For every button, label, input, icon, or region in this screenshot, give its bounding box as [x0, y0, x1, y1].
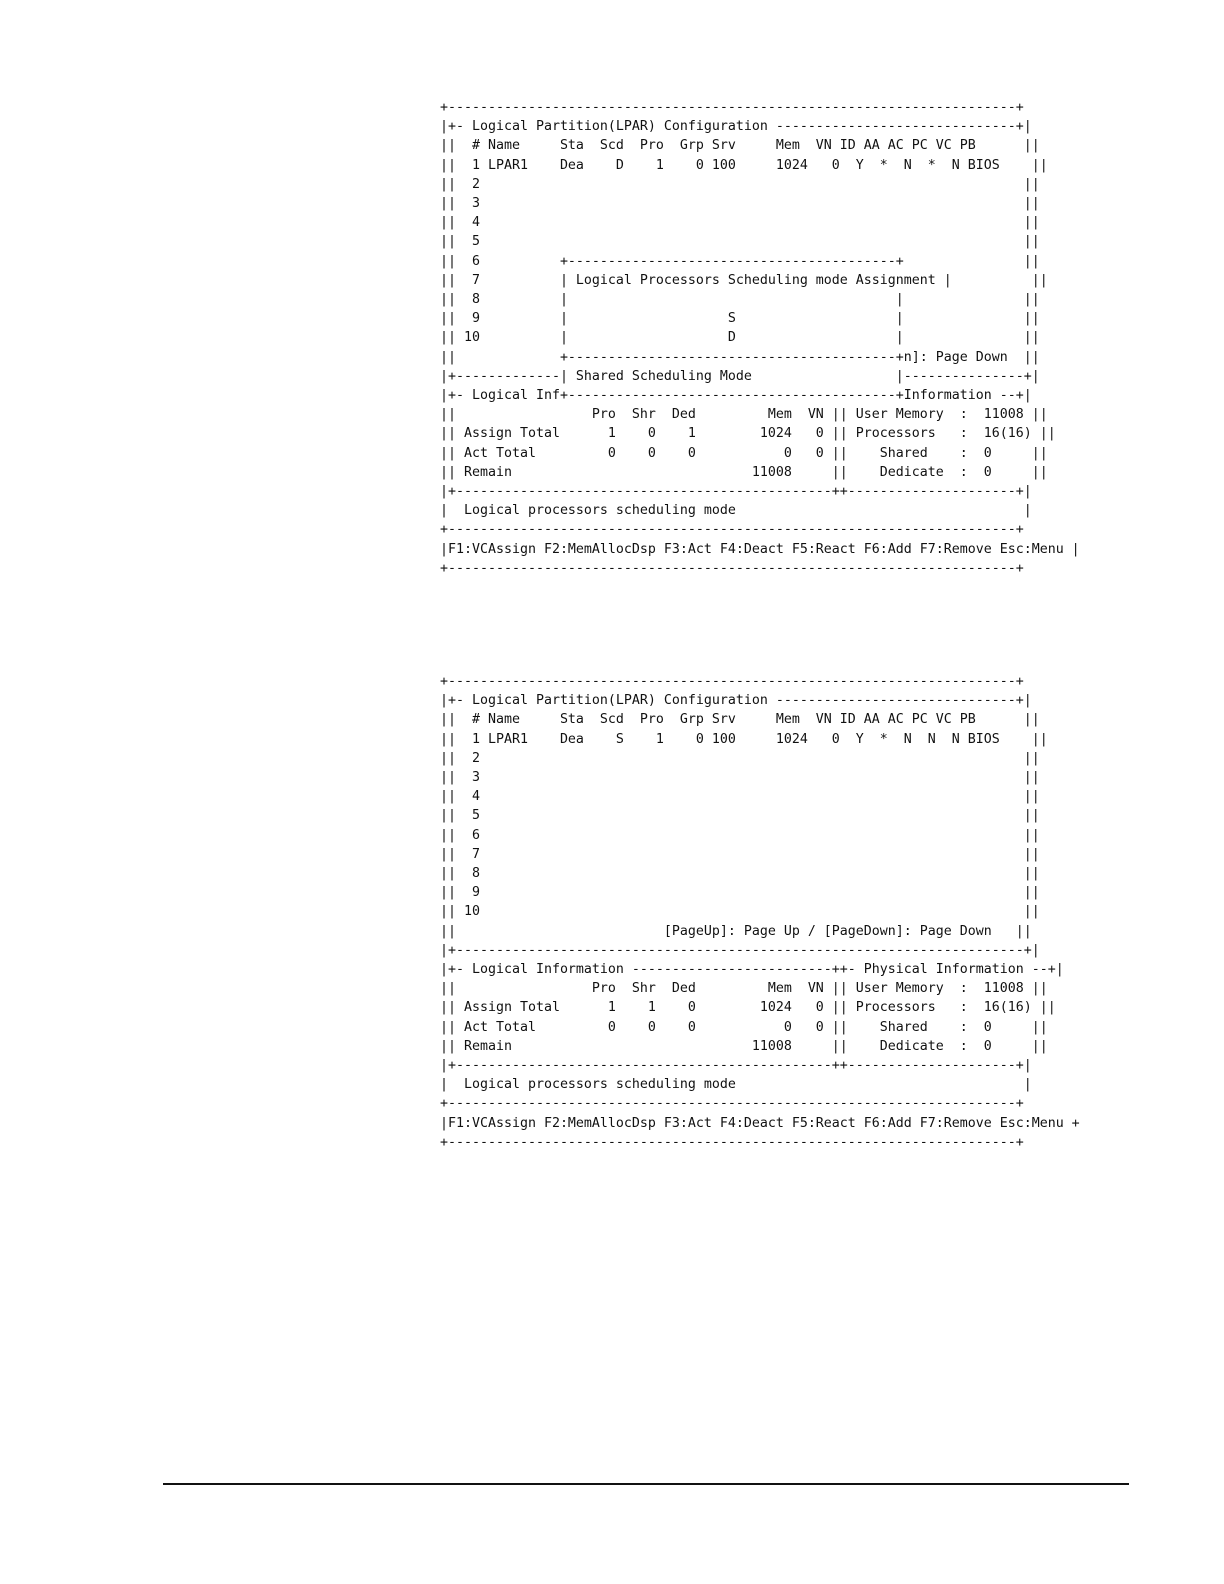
screen-line: |+- Logical Partition(LPAR) Configuration ------------------------------+| [440, 119, 1032, 135]
lpar-row-8[interactable]: || 8 | | || [440, 292, 1040, 308]
popup-help-text: |+-------------| Shared Scheduling Mode |---------------+| [440, 368, 1040, 384]
lpar-row-3[interactable]: || 3 || [440, 770, 1040, 786]
act-total-row: || Act Total 0 0 0 0 0 || Shared : 0 || [440, 445, 1048, 461]
page-hint: || +-----------------------------------------+n]: Page Down || [440, 349, 1040, 365]
lpar-row-1[interactable]: || 1 LPAR1 Dea D 1 0 100 1024 0 Y * N * N BIOS || [440, 157, 1048, 173]
lpar-row-4[interactable]: || 4 || [440, 215, 1040, 231]
remain-row: || Remain 11008 || Dedicate : 0 || [440, 464, 1048, 480]
screen-line: |+-----------------------------------------------++---------------------+| [440, 484, 1032, 500]
assign-total-row: || Assign Total 1 0 1 1024 0 || Processors : 16(16) || [440, 426, 1056, 442]
lpar-row-4[interactable]: || 4 || [440, 789, 1040, 805]
lpar-row-5[interactable]: || 5 || [440, 808, 1040, 824]
lpar-row-6[interactable]: || 6 || [440, 827, 1040, 843]
remain-row: || Remain 11008 || Dedicate : 0 || [440, 1038, 1048, 1054]
page-footer-rule [163, 1483, 1129, 1485]
screen-line: +-----------------------------------------------------------------------+ [440, 674, 1024, 689]
lpar-row-3[interactable]: || 3 || [440, 196, 1040, 212]
function-key-bar[interactable]: |F1:VCAssign F2:MemAllocDsp F3:Act F4:Deact F5:React F6:Add F7:Remove Esc:Menu + [440, 1115, 1080, 1131]
terminal-text [440, 672, 1080, 1152]
lpar-screen-after-assign [440, 672, 1080, 1152]
popup-option-dedicated[interactable]: || 10 | D | || [440, 330, 1040, 346]
assign-total-row: || Assign Total 1 1 0 1024 0 || Processors : 16(16) || [440, 1000, 1056, 1016]
page-hint: || [PageUp]: Page Up / [PageDown]: Page Down || [440, 923, 1032, 939]
lpar-row-2[interactable]: || 2 || [440, 176, 1040, 192]
screen-line: |+- Logical Partition(LPAR) Configuration ------------------------------+| [440, 693, 1032, 709]
info-header-row: || Pro Shr Ded Mem VN || User Memory : 11008 || [440, 981, 1048, 997]
act-total-row: || Act Total 0 0 0 0 0 || Shared : 0 || [440, 1019, 1048, 1035]
screen-line: |+-----------------------------------------------------------------------+| [440, 942, 1040, 958]
screen-line: +-----------------------------------------------------------------------+ [440, 1134, 1024, 1150]
screen-line: +-----------------------------------------------------------------------+ [440, 522, 1024, 538]
lpar-row-2[interactable]: || 2 || [440, 750, 1040, 766]
screen-line: +-----------------------------------------------------------------------+ [440, 560, 1024, 576]
lpar-row-8[interactable]: || 8 || [440, 866, 1040, 882]
table-header-row: || # Name Sta Scd Pro Grp Srv Mem VN ID AA AC PC VC PB || [440, 712, 1040, 728]
lpar-row-5[interactable]: || 5 || [440, 234, 1040, 250]
function-key-bar[interactable]: |F1:VCAssign F2:MemAllocDsp F3:Act F4:Deact F5:React F6:Add F7:Remove Esc:Menu | [440, 541, 1080, 557]
lpar-row-10[interactable]: || 10 || [440, 904, 1040, 920]
terminal-text [440, 98, 1080, 578]
lpar-row-6[interactable]: || 6 +-----------------------------------------+ || [440, 253, 1040, 269]
lpar-screen-scheduling-popup [440, 98, 1080, 578]
lpar-row-1[interactable]: || 1 LPAR1 Dea S 1 0 100 1024 0 Y * N N N BIOS || [440, 731, 1048, 747]
status-message: | Logical processors scheduling mode | [440, 1077, 1032, 1093]
screen-line: +-----------------------------------------------------------------------+ [440, 1096, 1024, 1112]
lpar-row-7[interactable]: || 7 || [440, 846, 1040, 862]
info-header: |+- Logical Inf+-----------------------------------------+Information --+| [440, 388, 1032, 404]
popup-option-shared[interactable]: || 9 | S | || [440, 311, 1040, 327]
lpar-row-9[interactable]: || 9 || [440, 885, 1040, 901]
info-header-row: || Pro Shr Ded Mem VN || User Memory : 11008 || [440, 407, 1048, 423]
screen-line: +-----------------------------------------------------------------------+ [440, 100, 1024, 115]
popup-title: || 7 | Logical Processors Scheduling mode Assignment | || [440, 272, 1048, 288]
screen-line: |+-----------------------------------------------++---------------------+| [440, 1058, 1032, 1074]
status-message: | Logical processors scheduling mode | [440, 503, 1032, 519]
table-header-row: || # Name Sta Scd Pro Grp Srv Mem VN ID AA AC PC VC PB || [440, 138, 1040, 154]
info-header: |+- Logical Information -------------------------++- Physical Information --+| [440, 962, 1064, 978]
